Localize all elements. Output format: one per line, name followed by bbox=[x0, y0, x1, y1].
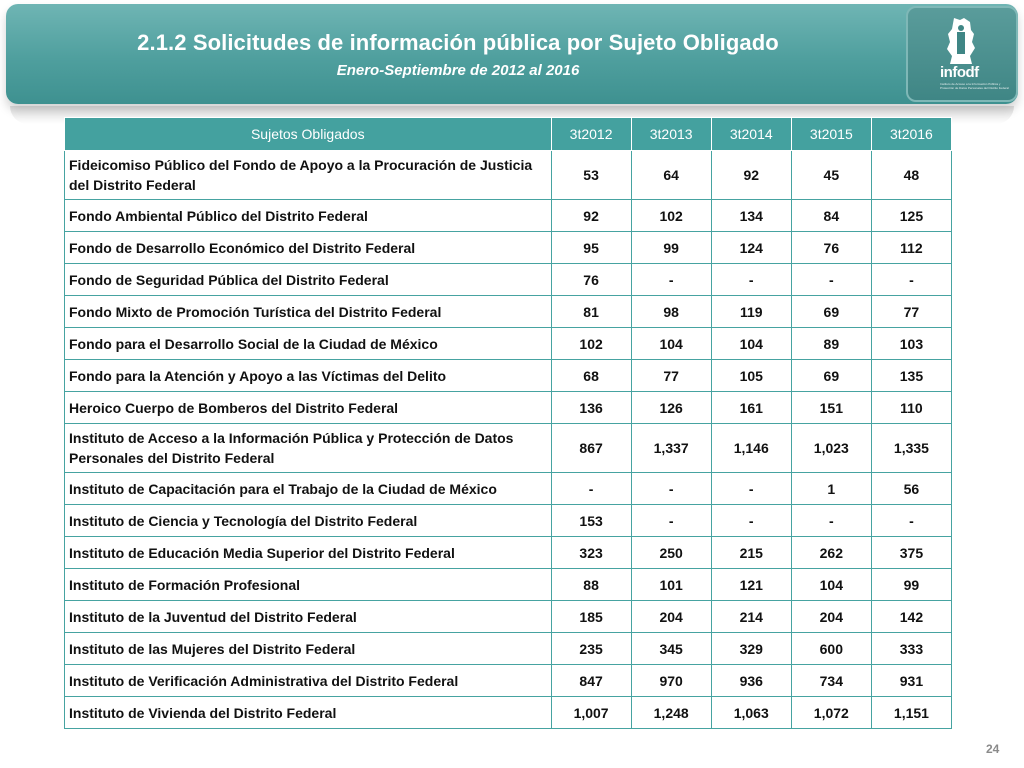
sujeto-name-cell: Fondo de Desarrollo Económico del Distrito Federal bbox=[65, 232, 552, 264]
value-cell-3t2015: 262 bbox=[791, 537, 871, 569]
value-cell-3t2015: 204 bbox=[791, 601, 871, 633]
value-cell-3t2014: 214 bbox=[711, 601, 791, 633]
value-cell-3t2015: 89 bbox=[791, 328, 871, 360]
sujeto-name-cell: Instituto de Ciencia y Tecnología del Distrito Federal bbox=[65, 505, 552, 537]
value-cell-3t2015: 1,072 bbox=[791, 697, 871, 729]
value-cell-3t2015: 734 bbox=[791, 665, 871, 697]
value-cell-3t2016: 142 bbox=[871, 601, 951, 633]
value-cell-3t2015: 1,023 bbox=[791, 424, 871, 473]
column-header-3t2013: 3t2013 bbox=[631, 118, 711, 151]
table-body bbox=[65, 151, 952, 729]
table-row bbox=[65, 296, 952, 328]
sujeto-name-cell: Fondo para el Desarrollo Social de la Ciudad de México bbox=[65, 328, 552, 360]
value-cell-3t2013: 345 bbox=[631, 633, 711, 665]
city-figure-icon bbox=[944, 16, 978, 66]
value-cell-3t2015: 45 bbox=[791, 151, 871, 200]
value-cell-3t2015: 84 bbox=[791, 200, 871, 232]
sujeto-name-cell: Heroico Cuerpo de Bomberos del Distrito Federal bbox=[65, 392, 552, 424]
sujeto-name-cell: Fondo de Seguridad Pública del Distrito Federal bbox=[65, 264, 552, 296]
table-row bbox=[65, 537, 952, 569]
value-cell-3t2014: - bbox=[711, 505, 791, 537]
table-row bbox=[65, 633, 952, 665]
value-cell-3t2016: 375 bbox=[871, 537, 951, 569]
value-cell-3t2013: - bbox=[631, 505, 711, 537]
value-cell-3t2015: 76 bbox=[791, 232, 871, 264]
table-row bbox=[65, 505, 952, 537]
value-cell-3t2015: 104 bbox=[791, 569, 871, 601]
value-cell-3t2013: 204 bbox=[631, 601, 711, 633]
value-cell-3t2014: 119 bbox=[711, 296, 791, 328]
value-cell-3t2012: 153 bbox=[551, 505, 631, 537]
value-cell-3t2013: - bbox=[631, 264, 711, 296]
value-cell-3t2013: 99 bbox=[631, 232, 711, 264]
page-title: 2.1.2 Solicitudes de información pública por Sujeto Obligado bbox=[137, 30, 779, 55]
value-cell-3t2016: 48 bbox=[871, 151, 951, 200]
table-header-row bbox=[65, 118, 952, 151]
value-cell-3t2016: 1,151 bbox=[871, 697, 951, 729]
value-cell-3t2012: 867 bbox=[551, 424, 631, 473]
sujeto-name-cell: Fondo Ambiental Público del Distrito Federal bbox=[65, 200, 552, 232]
sujeto-name-cell: Instituto de Educación Media Superior del Distrito Federal bbox=[65, 537, 552, 569]
value-cell-3t2012: 76 bbox=[551, 264, 631, 296]
value-cell-3t2014: 104 bbox=[711, 328, 791, 360]
value-cell-3t2014: 124 bbox=[711, 232, 791, 264]
value-cell-3t2014: 105 bbox=[711, 360, 791, 392]
value-cell-3t2013: 101 bbox=[631, 569, 711, 601]
data-table-wrap bbox=[64, 117, 952, 729]
value-cell-3t2014: 329 bbox=[711, 633, 791, 665]
value-cell-3t2013: 1,337 bbox=[631, 424, 711, 473]
value-cell-3t2013: 970 bbox=[631, 665, 711, 697]
value-cell-3t2013: 102 bbox=[631, 200, 711, 232]
infodf-logo bbox=[906, 6, 1018, 102]
value-cell-3t2013: 98 bbox=[631, 296, 711, 328]
value-cell-3t2016: 99 bbox=[871, 569, 951, 601]
value-cell-3t2013: 64 bbox=[631, 151, 711, 200]
value-cell-3t2016: 1,335 bbox=[871, 424, 951, 473]
value-cell-3t2014: - bbox=[711, 264, 791, 296]
value-cell-3t2014: 134 bbox=[711, 200, 791, 232]
value-cell-3t2016: - bbox=[871, 264, 951, 296]
value-cell-3t2015: - bbox=[791, 264, 871, 296]
table-row bbox=[65, 360, 952, 392]
sujeto-name-cell: Instituto de Verificación Administrativa del Distrito Federal bbox=[65, 665, 552, 697]
value-cell-3t2012: 323 bbox=[551, 537, 631, 569]
table-row bbox=[65, 392, 952, 424]
value-cell-3t2013: 126 bbox=[631, 392, 711, 424]
sujeto-name-cell: Instituto de Acceso a la Información Pública y Protección de Datos Personales del Distrito Federal bbox=[65, 424, 552, 473]
value-cell-3t2012: 847 bbox=[551, 665, 631, 697]
value-cell-3t2012: 81 bbox=[551, 296, 631, 328]
page-subtitle: Enero-Septiembre de 2012 al 2016 bbox=[336, 62, 580, 79]
value-cell-3t2014: 1,063 bbox=[711, 697, 791, 729]
table-row bbox=[65, 601, 952, 633]
logo-fine-print: Instituto de Acceso a la Información Pública y Protección de Datos Personales del Distrito Federal bbox=[940, 82, 1009, 90]
value-cell-3t2014: - bbox=[711, 473, 791, 505]
value-cell-3t2012: 95 bbox=[551, 232, 631, 264]
table-row bbox=[65, 569, 952, 601]
value-cell-3t2012: 53 bbox=[551, 151, 631, 200]
value-cell-3t2016: 110 bbox=[871, 392, 951, 424]
value-cell-3t2016: 135 bbox=[871, 360, 951, 392]
value-cell-3t2016: 103 bbox=[871, 328, 951, 360]
value-cell-3t2014: 215 bbox=[711, 537, 791, 569]
value-cell-3t2012: 68 bbox=[551, 360, 631, 392]
value-cell-3t2012: 92 bbox=[551, 200, 631, 232]
value-cell-3t2016: 125 bbox=[871, 200, 951, 232]
sujeto-name-cell: Instituto de la Juventud del Distrito Federal bbox=[65, 601, 552, 633]
value-cell-3t2016: - bbox=[871, 505, 951, 537]
value-cell-3t2012: 1,007 bbox=[551, 697, 631, 729]
solicitudes-table bbox=[64, 117, 952, 729]
sujeto-name-cell: Fondo para la Atención y Apoyo a las Víctimas del Delito bbox=[65, 360, 552, 392]
table-row bbox=[65, 424, 952, 473]
value-cell-3t2015: - bbox=[791, 505, 871, 537]
table-row bbox=[65, 697, 952, 729]
value-cell-3t2016: 112 bbox=[871, 232, 951, 264]
value-cell-3t2014: 161 bbox=[711, 392, 791, 424]
column-header-3t2016: 3t2016 bbox=[871, 118, 951, 151]
value-cell-3t2012: 136 bbox=[551, 392, 631, 424]
table-row bbox=[65, 328, 952, 360]
logo-text: infodf bbox=[940, 64, 979, 81]
table-row bbox=[65, 665, 952, 697]
value-cell-3t2014: 92 bbox=[711, 151, 791, 200]
value-cell-3t2014: 1,146 bbox=[711, 424, 791, 473]
value-cell-3t2012: 102 bbox=[551, 328, 631, 360]
table-row bbox=[65, 264, 952, 296]
value-cell-3t2014: 121 bbox=[711, 569, 791, 601]
value-cell-3t2013: 104 bbox=[631, 328, 711, 360]
sujeto-name-cell: Fideicomiso Público del Fondo de Apoyo a la Procuración de Justicia del Distrito Federal bbox=[65, 151, 552, 200]
value-cell-3t2012: 185 bbox=[551, 601, 631, 633]
value-cell-3t2016: 931 bbox=[871, 665, 951, 697]
value-cell-3t2015: 600 bbox=[791, 633, 871, 665]
table-row bbox=[65, 473, 952, 505]
value-cell-3t2012: 88 bbox=[551, 569, 631, 601]
sujeto-name-cell: Instituto de Capacitación para el Trabajo de la Ciudad de México bbox=[65, 473, 552, 505]
value-cell-3t2012: - bbox=[551, 473, 631, 505]
value-cell-3t2013: 250 bbox=[631, 537, 711, 569]
sujeto-name-cell: Instituto de Vivienda del Distrito Federal bbox=[65, 697, 552, 729]
sujeto-name-cell: Fondo Mixto de Promoción Turística del Distrito Federal bbox=[65, 296, 552, 328]
column-header-3t2015: 3t2015 bbox=[791, 118, 871, 151]
value-cell-3t2016: 77 bbox=[871, 296, 951, 328]
value-cell-3t2013: 77 bbox=[631, 360, 711, 392]
sujeto-name-cell: Instituto de las Mujeres del Distrito Federal bbox=[65, 633, 552, 665]
value-cell-3t2012: 235 bbox=[551, 633, 631, 665]
value-cell-3t2015: 1 bbox=[791, 473, 871, 505]
table-row bbox=[65, 151, 952, 200]
sujeto-name-cell: Instituto de Formación Profesional bbox=[65, 569, 552, 601]
value-cell-3t2013: 1,248 bbox=[631, 697, 711, 729]
table-row bbox=[65, 200, 952, 232]
value-cell-3t2015: 69 bbox=[791, 360, 871, 392]
column-header-3t2012: 3t2012 bbox=[551, 118, 631, 151]
value-cell-3t2016: 333 bbox=[871, 633, 951, 665]
value-cell-3t2015: 69 bbox=[791, 296, 871, 328]
table-row bbox=[65, 232, 952, 264]
value-cell-3t2016: 56 bbox=[871, 473, 951, 505]
page-number: 24 bbox=[986, 742, 1000, 756]
value-cell-3t2014: 936 bbox=[711, 665, 791, 697]
value-cell-3t2015: 151 bbox=[791, 392, 871, 424]
column-header-sujetos: Sujetos Obligados bbox=[65, 118, 552, 151]
value-cell-3t2013: - bbox=[631, 473, 711, 505]
column-header-3t2014: 3t2014 bbox=[711, 118, 791, 151]
